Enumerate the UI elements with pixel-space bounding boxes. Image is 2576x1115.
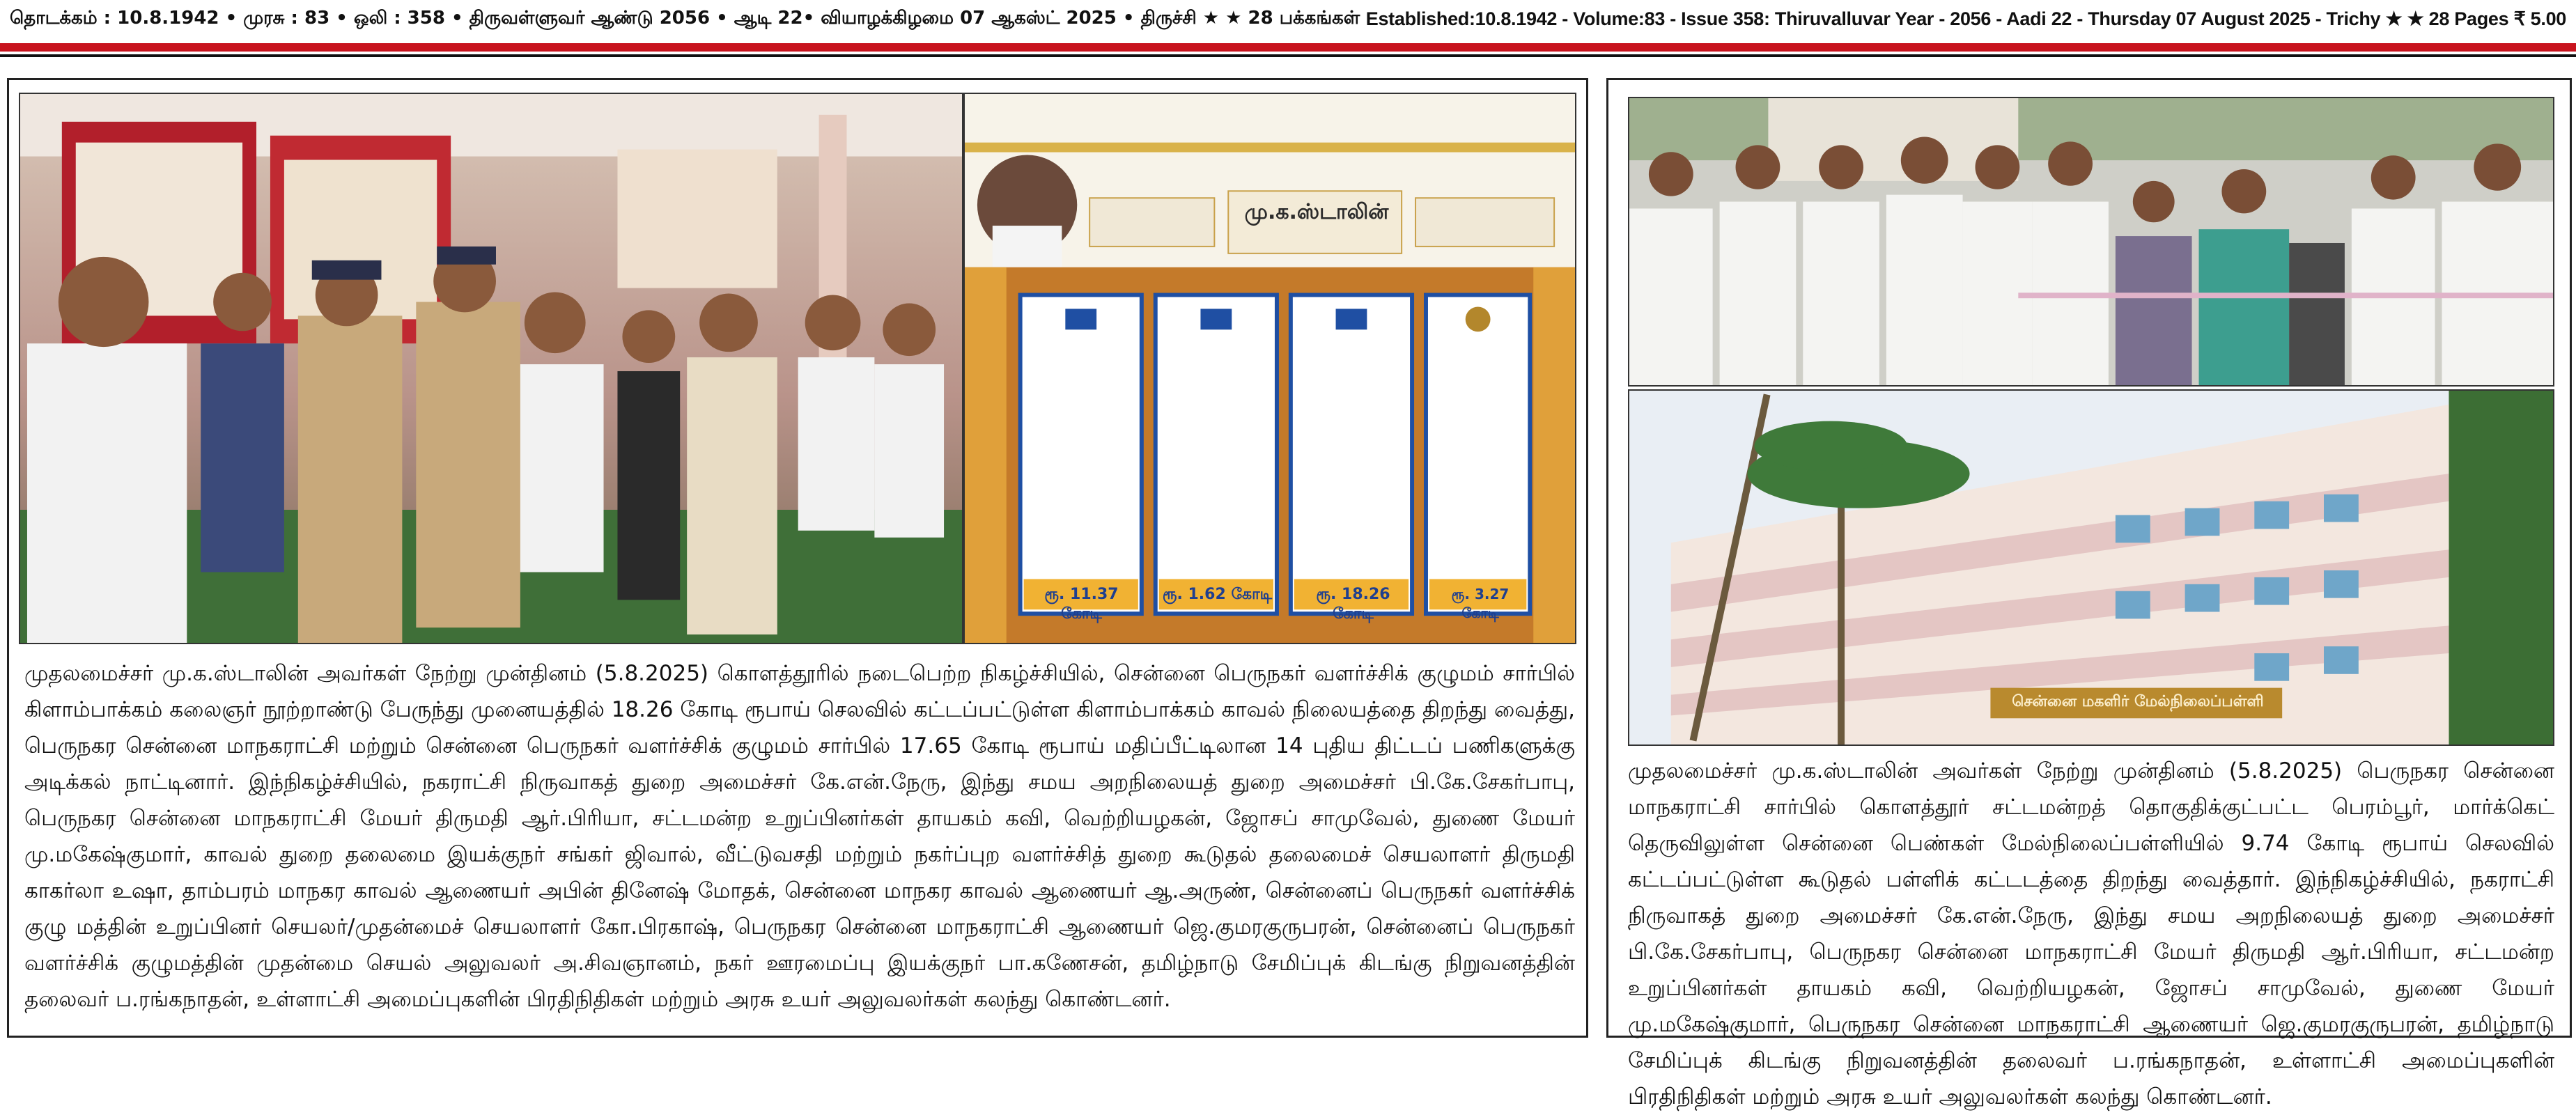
banner-amount-3: ரூ. 18.26 கோடி <box>1316 586 1390 623</box>
masthead-tamil-dateline: தொடக்கம் : 10.8.1942 • முரசு : 83 • ஒலி : 358 • திருவள்ளுவர் ஆண்டு 2056 • ஆடி 22• வியாழக்கிழமை 07 ஆகஸ்ட் 2025 • திருச்சி ★ ★ 28 பக்கங்கள் <box>10 7 1360 29</box>
banner-title: மு.க.ஸ்டாலின் <box>1244 200 1389 224</box>
banner-amount-4: ரூ. 3.27 கோடி <box>1451 586 1510 621</box>
ribbon-cutting-photo <box>1628 97 2554 387</box>
project-announcement-banner <box>963 93 1576 644</box>
school-name-sign: சென்னை மகளிர் மேல்நிலைப்பள்ளி <box>2012 693 2264 710</box>
masthead-black-rule <box>0 54 2576 57</box>
school-building-photo <box>1628 389 2554 746</box>
article-caption-right: முதலமைச்சர் மு.க.ஸ்டாலின் அவர்கள் நேற்று முன்தினம் (5.8.2025) பெருநகர சென்னை மாநகராட்சி சார்பில் கொளத்தூர் சட்டமன்றத் தொகுதிக்குட்பட்ட பெரம்பூர், மார்க்கெட் தெருவிலுள்ள சென்னை பெண்கள் மேல்நிலைப்பள்ளியில் 9.74 கோடி ரூபாய் செலவில் கட்டப்பட்டுள்ள கூடுதல் பள்ளிக் கட்டடத்தை திறந்து வைத்தார். இந்நிகழ்ச்சியில், நகராட்சி நிருவாகத் துறை அமைச்சர் கே.என்.நேரு, இந்து சமய அறநிலையத் துறை அமைச்சர் பி.கே.சேகர்பாபு, பெருநகர சென்னை மாநகராட்சி மேயர் திருமதி ஆர்.பிரியா, சட்டமன்ற உறுப்பினர்கள் தாயகம் கவி, வெற்றியழகன், ஜோசப் சாமுவேல், துணை மேயர் மு.மகேஷ்குமார், பெருநகர சென்னை மாநகராட்சி ஆணையர் ஜெ.குமரகுருபரன், தமிழ்நாடு சேமிப்புக் கிடங்கு நிறுவனத்தின் தலைவர் ப.ரங்கநாதன், உள்ளாட்சி அமைப்புகளின் பிரதிநிதிகள் மற்றும் அரசு உயர் அலுவலர்கள் கலந்து கொண்டனர். <box>1628 758 2554 1109</box>
news-article-right <box>1606 78 2572 1109</box>
article-caption-left: முதலமைச்சர் மு.க.ஸ்டாலின் அவர்கள் நேற்று முன்தினம் (5.8.2025) கொளத்தூரில் நடைபெற்ற நிகழ்ச்சியில், சென்னை பெருநகர் வளர்ச்சிக் குழுமம் சார்பில் கிளாம்பாக்கம் கலைஞர் நூற்றாண்டு பேருந்து முனையத்தில் 18.26 கோடி ரூபாய் செலவில் கட்டப்பட்டுள்ள கிளாம்பாக்கம் காவல் நிலையத்தை திறந்து வைத்து, பெருநகர சென்னை மாநகராட்சி மற்றும் சென்னை பெருநகர் வளர்ச்சிக் குழுமம் சார்பில் 17.65 கோடி ரூபாய் மதிப்பீட்டிலான 14 புதிய திட்டப் பணிகளுக்கு அடிக்கல் நாட்டினார். இந்நிகழ்ச்சியில், நகராட்சி நிருவாகத் துறை அமைச்சர் கே.என்.நேரு, இந்து சமய அறநிலையத் துறை அமைச்சர் பி.கே.சேகர்பாபு, பெருநகர சென்னை மாநகராட்சி மேயர் திருமதி ஆர்.பிரியா, சட்டமன்ற உறுப்பினர்கள் தாயகம் கவி, வெற்றியழகன், ஜோசப் சாமுவேல், துணை மேயர் மு.மகேஷ்குமார், காவல் துறை தலைமை இயக்குநர் சங்கர் ஜிவால், வீட்டுவசதி மற்றும் நகர்ப்புற வளர்ச்சித் துறை கூடுதல் தலைமைச் செயலாளர் திருமதி காகர்லா உஷா, தாம்பரம் மாநகர காவல் ஆணையர் அபின் தினேஷ் மோதக், சென்னை மாநகர காவல் ஆணையர் ஆ.அருண், சென்னைப் பெருநகர் வளர்ச்சிக் குழு மத்தின் உறுப்பினர் செயலர்/முதன்மைச் செயலாளர் கோ.பிரகாஷ், பெருநகர சென்னை மாநகராட்சி ஆணையர் ஜெ.குமரகுருபரன், சென்னைப் பெருநகர் வளர்ச்சிக் குழுமத்தின் முதன்மை செயல் அலுவலர் அ.சிவஞானம், நகர் ஊரமைப்பு இயக்குநர் பா.கணேசன், தமிழ்நாடு சேமிப்புக் கிடங்கு நிறுவனத்தின் தலைவர் ப.ரங்கநாதன், உள்ளாட்சி அமைப்புகளின் பிரதிநிதிகள் மற்றும் அரசு உயர் அலுவலர்கள் கலந்து கொண்டனர். <box>24 661 1575 1012</box>
masthead <box>0 0 2576 38</box>
banner-amount-1: ரூ. 11.37 கோடி <box>1044 586 1119 623</box>
masthead-red-rule <box>0 43 2576 52</box>
banner-amount-2: ரூ. 1.62 கோடி <box>1162 586 1273 603</box>
news-article-left <box>7 78 1588 1038</box>
masthead-english-dateline: Established:10.8.1942 - Volume:83 - Issue 358: Thiruvalluvar Year - 2056 - Aadi 22 - Thursday 07 August 2025 - Trichy ★ ★ 28 Pages ₹ 5.00 <box>1365 8 2566 29</box>
event-photo-inauguration <box>19 93 963 644</box>
